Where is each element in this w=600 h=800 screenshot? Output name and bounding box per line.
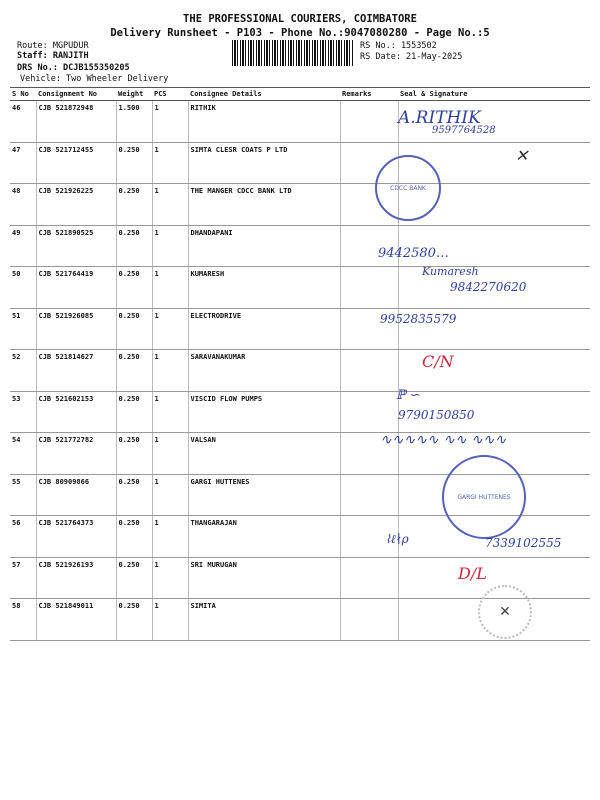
consignment-no: CJB 521872948 <box>36 101 116 143</box>
consignee: THE MANGER CDCC BANK LTD <box>188 184 340 226</box>
table-row <box>10 142 590 184</box>
signature-kumaresh-phone: 9842270620 <box>450 280 527 294</box>
pcs: 1 <box>152 557 188 599</box>
remark-cn: C/N <box>422 352 454 371</box>
consignment-no: CJB 521712455 <box>36 142 116 184</box>
consignee: KUMARESH <box>188 267 340 309</box>
pcs: 1 <box>152 308 188 350</box>
col-consignee: Consignee Details <box>188 88 340 101</box>
consignee: GARGI HUTTENES <box>188 474 340 516</box>
signature-electrodrive: 9952835579 <box>380 312 457 326</box>
sno: 50 <box>10 267 36 309</box>
consignment-no: CJB 521772782 <box>36 433 116 475</box>
pcs: 1 <box>152 391 188 433</box>
col-seal: Seal & Signature <box>398 88 590 101</box>
weight: 0.250 <box>116 516 152 558</box>
consignment-no: CJB 521849011 <box>36 599 116 641</box>
weight: 0.250 <box>116 142 152 184</box>
consignee: DHANDAPANI <box>188 225 340 267</box>
weight: 0.250 <box>116 225 152 267</box>
drs-number: DRS No.: DCJB155350205 <box>17 63 130 73</box>
signature-thangarajan-phone: 7339102555 <box>485 536 562 550</box>
sno: 48 <box>10 184 36 226</box>
col-sno: S No <box>10 88 36 101</box>
sno: 56 <box>10 516 36 558</box>
pcs: 1 <box>152 433 188 475</box>
consignment-no: CJB 521764419 <box>36 267 116 309</box>
weight: 0.250 <box>116 184 152 226</box>
sno: 52 <box>10 350 36 392</box>
signature-mark: ✕ <box>515 146 529 165</box>
rs-date: RS Date: 21-May-2025 <box>360 52 463 62</box>
weight: 0.250 <box>116 557 152 599</box>
runsheet-subtitle: Delivery Runsheet - P103 - Phone No.:9047080280 - Page No.:5 <box>110 27 490 39</box>
stamp-cdcc-bank: CDCC BANK <box>375 155 441 221</box>
consignee: SIMITA <box>188 599 340 641</box>
signature-viscid-mark: ℙ ∽ <box>396 388 421 403</box>
consignment-no: CJB 521890525 <box>36 225 116 267</box>
consignee: RITHIK <box>188 101 340 143</box>
sno: 53 <box>10 391 36 433</box>
sno: 58 <box>10 599 36 641</box>
pcs: 1 <box>152 142 188 184</box>
consignee: THANGARAJAN <box>188 516 340 558</box>
sno: 55 <box>10 474 36 516</box>
pcs: 1 <box>152 184 188 226</box>
sno: 54 <box>10 433 36 475</box>
rs-number: RS No.: 1553502 <box>360 41 437 51</box>
consignment-no: CJB 521926193 <box>36 557 116 599</box>
pcs: 1 <box>152 267 188 309</box>
consignee: VISCID FLOW PUMPS <box>188 391 340 433</box>
route-label: Route: MGPUDUR <box>17 41 89 51</box>
sno: 47 <box>10 142 36 184</box>
weight: 0.250 <box>116 267 152 309</box>
remark-dl: D/L <box>458 564 487 583</box>
sno: 46 <box>10 101 36 143</box>
consignee: SIMTA CLESR COATS P LTD <box>188 142 340 184</box>
weight: 0.250 <box>116 474 152 516</box>
pcs: 1 <box>152 599 188 641</box>
pcs: 1 <box>152 225 188 267</box>
signature-valsan: ∿∿∿∿∿ ∿∿ ∿∿∿ <box>380 432 507 448</box>
table-row <box>10 350 590 392</box>
signature-viscid-phone: 9790150850 <box>398 408 475 422</box>
consignment-no: CJB 521926085 <box>36 308 116 350</box>
pcs: 1 <box>152 101 188 143</box>
consignment-no: CJB 521602153 <box>36 391 116 433</box>
signature-kumaresh-name: Kumaresh <box>422 265 479 278</box>
weight: 0.250 <box>116 433 152 475</box>
table-row <box>10 225 590 267</box>
stamp-gargi-huttenes: GARGI HUTTENES <box>442 455 526 539</box>
consignment-no: CJB 521926225 <box>36 184 116 226</box>
sno: 49 <box>10 225 36 267</box>
barcode <box>232 40 354 66</box>
col-consignment: Consignment No <box>36 88 116 101</box>
consignment-no: CJB 521814627 <box>36 350 116 392</box>
pcs: 1 <box>152 474 188 516</box>
consignee: VALSAN <box>188 433 340 475</box>
table-row <box>10 308 590 350</box>
runsheet-table <box>10 87 590 641</box>
table-row <box>10 101 590 143</box>
pcs: 1 <box>152 516 188 558</box>
col-weight: Weight <box>116 88 152 101</box>
vehicle-label: Vehicle: Two Wheeler Delivery <box>20 74 169 84</box>
weight: 0.250 <box>116 599 152 641</box>
table-header <box>10 88 590 101</box>
consignment-no: CJB 80909866 <box>36 474 116 516</box>
weight: 0.250 <box>116 391 152 433</box>
signature-rithik-phone: 9597764528 <box>432 125 496 136</box>
table-row <box>10 184 590 226</box>
runsheet-title: THE PROFESSIONAL COURIERS, COIMBATORE <box>183 13 417 25</box>
consignee: SARAVANAKUMAR <box>188 350 340 392</box>
weight: 0.250 <box>116 308 152 350</box>
col-pcs: PCS <box>152 88 188 101</box>
faint-stamp: ✕ <box>478 585 532 639</box>
signature-dhandapani: 9442580… <box>378 246 449 261</box>
sno: 51 <box>10 308 36 350</box>
signature-thangarajan: ⌇ℓ∤ρ <box>385 532 409 546</box>
weight: 1.500 <box>116 101 152 143</box>
consignment-no: CJB 521764373 <box>36 516 116 558</box>
col-remarks: Remarks <box>340 88 398 101</box>
sno: 57 <box>10 557 36 599</box>
consignee: SRI MURUGAN <box>188 557 340 599</box>
table-row <box>10 391 590 433</box>
weight: 0.250 <box>116 350 152 392</box>
staff-label: Staff: RANJITH <box>17 51 89 61</box>
consignee: ELECTRODRIVE <box>188 308 340 350</box>
signature-rithik: A.RITHIK <box>398 108 481 128</box>
pcs: 1 <box>152 350 188 392</box>
